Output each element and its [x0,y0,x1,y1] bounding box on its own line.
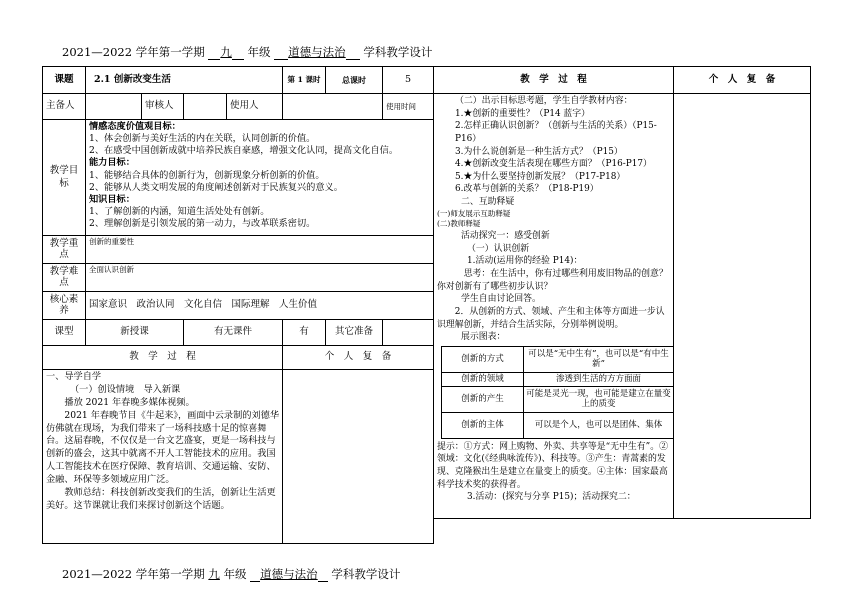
objective-questions-intro: （二）出示目标思考题，学生自学教材内容： [455,96,633,106]
know-innovation-title: （一）认识创新 [467,243,530,254]
right-process-content [434,94,674,519]
chart-row-value: 可以是“无中生有”，也可以是“有中生新” [524,346,674,372]
courseware-value: 有 [283,320,326,346]
lesson-type-label: 课型 [43,320,86,346]
left-scene-title: （一）创设情境 导入新课 [70,383,181,395]
objectives-content [86,120,434,236]
left-section-1: 一、导学自学 [46,371,102,382]
other-prep-value [383,320,434,346]
emotion-title: 情感态度价值观目标： [89,121,181,132]
right-process-header: 教 学 过 程 [434,67,674,94]
ability-2: 2、能够从人类文明发展的角度阐述创新对于民族复兴的意义。 [89,181,343,193]
discuss-note: 学生自由讨论回答。 [461,294,541,305]
topic-value: 2.1 创新改变生活 [86,67,283,94]
question-6: 6.改革与创新的关系？（P18-P19） [455,184,599,195]
innovation-chart-table [441,346,674,439]
total-lessons-value: 5 [383,67,434,94]
difficulty-value: 全面认识创新 [86,264,434,292]
header-grade-suffix: 年级 [247,45,271,59]
literacy-value: 国家意识 政治认同 文化自信 国际理解 人生价值 [86,292,434,320]
use-time-label: 使用时间 [383,94,434,120]
reviewer-value [184,94,227,120]
knowledge-title: 知识目标： [89,193,135,205]
chart-row-key: 创新的主体 [442,412,524,438]
emotion-1: 1、体会创新与美好生活的内在关联，认同创新的价值。 [89,133,316,145]
left-video-note: 播放 2021 年春晚多媒体视频。 [64,396,195,408]
chart-row-key: 创新的产生 [442,386,524,412]
page-footer [62,566,622,582]
ability-1: 1、能够结合具体的创新行为，创新现象分析创新的价值。 [89,169,325,181]
footer-grade-suffix: 年级 [223,567,247,581]
mutual-help-sub2: (二)教师释疑 [437,219,481,229]
left-intro-paragraph: 2021 年春晚节目《牛起来》，画面中云录制的刘德华仿佛就在现场，为我们带来了一场科技感十足的惊喜舞台。这届春晚，不仅仅是一台文艺盛宴，更是一场科技与创新的盛会，这其中就离不开人工智能技术的应用。我国人工智能技术在医疗保障、教育培训、交通运输、安防、金融、环保等多领域应用广泛。 [46,409,280,485]
left-review-content [283,370,434,544]
lesson-label: 第 1 课时 [283,67,326,94]
question-3: 3.为什么说创新是一种生活方式？（P15） [455,146,623,157]
key-point-value: 创新的重要性 [86,236,434,264]
header-suffix: 学科教学设计 [363,45,433,59]
knowledge-1: 1、了解创新的内涵，知道生活处处有创新。 [89,205,270,217]
activity-item-2: 2．从创新的方式、领域、产生和主体等方面进一步认识理解创新，并结合生活实际，分别举例说明。 [437,306,665,330]
user-label: 使用人 [227,94,283,120]
left-process-header: 教 学 过 程 [43,346,283,370]
header-grade: 九 [220,45,232,59]
preparer-label: 主备人 [43,94,86,120]
lesson-plan-table-left [42,66,434,544]
total-lessons-label: 总课时 [326,67,383,94]
footer-subject: 道德与法治 [260,567,318,581]
ability-title: 能力目标： [89,157,135,169]
literacy-label: 核心素养 [43,292,86,320]
reviewer-label: 审核人 [142,94,184,120]
question-2: 2.怎样正确认识创新？（创新与生活的关系）（P15-P16） [455,121,657,144]
lesson-plan-table-right [433,66,811,519]
activity-1-title: 活动探究一：感受创新 [461,231,550,242]
show-chart-label: 展示图表： [461,332,506,343]
chart-row-key: 创新的方式 [442,346,524,372]
think-question: 思考：在生活中，你有过哪些利用废旧物品的创意？你对创新有了哪些初步认识？ [437,268,668,292]
difficulty-label: 教学难点 [43,264,86,292]
chart-row-value: 渗透到生活的方方面面 [524,372,674,386]
footer-prefix: 2021—2022 学年第一学期 [62,567,205,581]
left-review-header: 个 人 复 备 [283,346,434,370]
courseware-label: 有无课件 [184,320,283,346]
header-prefix: 2021—2022 学年第一学期 [62,45,205,59]
key-point-label: 教学重点 [43,236,86,264]
activity-item-1: 1.活动(运用你的经验 P14)： [467,256,583,267]
left-process-content [43,370,283,544]
preparer-value [86,94,142,120]
question-5: 5.★为什么要坚持创新发展？（P17-P18） [455,171,626,182]
topic-label: 课题 [43,67,86,94]
hint-paragraph: 提示：①方式：网上购物、外卖、共享等是“无中生有”。②领域：文化(《经典咏流传》)、科技等。③产生：青蒿素的发现、克隆猴出生是建立在量变上的质变。④主体：国家最高科学技术奖的获得者。 [437,441,668,490]
question-4: 4.★创新改变生活表现在哪些方面？（P16-P17） [455,159,652,170]
chart-row-key: 创新的领域 [442,372,524,386]
footer-grade: 九 [208,567,220,581]
user-value [283,94,383,120]
objectives-label: 教学目标 [43,120,86,236]
other-prep-label: 其它准备 [326,320,383,346]
left-teacher-summary: 教师总结：科技创新改变我们的生活，创新让生活更美好。这节课就让我们来探讨创新这个话题。 [46,486,276,511]
page-header [62,44,622,60]
emotion-2: 2、在感受中国创新成就中培养民族自豪感，增强文化认同，提高文化自信。 [89,145,399,157]
mutual-help-sub1: (一)师友展示互助释疑 [437,208,511,218]
right-review-header: 个 人 复 备 [674,67,811,94]
activity-item-3: 3.活动：(探究与分享 P15)；活动探究二： [467,492,636,503]
header-subject: 道德与法治 [288,45,346,59]
mutual-help-title: 二、互助释疑 [461,197,515,208]
question-1: 1.★创新的重要性？（P14 蓝字） [455,108,591,119]
lesson-type-value: 新授课 [86,320,184,346]
chart-row-value: 可能是灵光一现，也可能是建立在量变上的质变 [524,386,674,412]
chart-row-value: 可以是个人，也可以是团体、集体 [524,412,674,438]
footer-suffix: 学科教学设计 [331,567,401,581]
right-review-content [674,94,811,519]
knowledge-2: 2、理解创新是引领发展的第一动力，与改革联系密切。 [89,218,316,230]
